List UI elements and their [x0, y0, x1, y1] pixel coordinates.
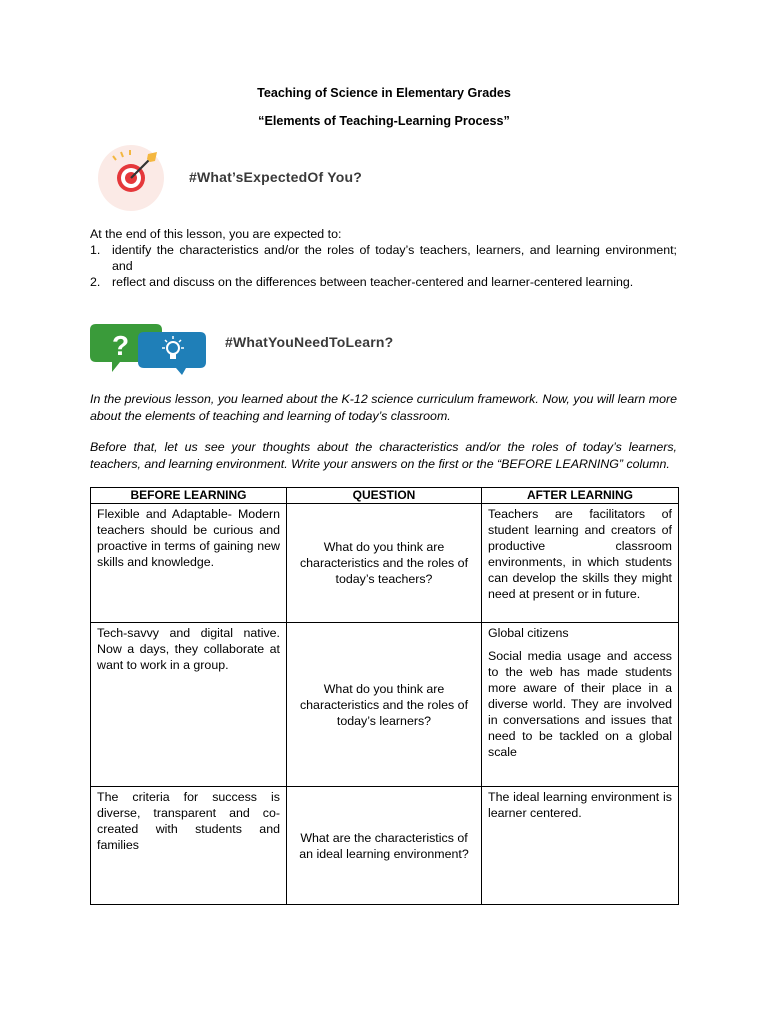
objectives-lead: At the end of this lesson, you are expected to:: [90, 227, 342, 241]
before-learning-cell[interactable]: Flexible and Adaptable- Modern teachers should be curious and proactive in terms of gaining new skills and knowledge.: [91, 504, 287, 623]
objectives-list: [90, 242, 677, 290]
document-title: Teaching of Science in Elementary Grades: [257, 86, 511, 100]
table-header-row: [91, 488, 679, 504]
header-question: QUESTION: [287, 488, 482, 504]
question-cell: What are the characteristics of an ideal learning environment?: [287, 787, 482, 905]
intro-paragraph: In the previous lesson, you learned about the K-12 science curriculum framework. Now, you will learn more about the elements of teaching and learning of today’s classroom.: [90, 392, 677, 423]
reflection-table: [90, 487, 679, 905]
section-learn-label: #WhatYouNeedToLearn?: [225, 334, 394, 350]
header-after-learning: AFTER LEARNING: [482, 488, 679, 504]
before-learning-cell[interactable]: Tech-savvy and digital native. Now a days, they collaborate at want to work in a group.: [91, 623, 287, 787]
target-icon: [91, 142, 173, 212]
document-subtitle: “Elements of Teaching-Learning Process”: [258, 114, 510, 128]
question-cell: What do you think are characteristics and the roles of today’s learners?: [287, 623, 482, 787]
after-learning-cell[interactable]: Global citizens Social media usage and access to the web has made students more aware of their place in a diverse world. They are involved in conversations and issues that need to be tackled on a global scale: [482, 623, 679, 787]
instructions-paragraph: Before that, let us see your thoughts about the characteristics and/or the roles of today’s learners, teachers, and learning environment. Write your answers on the first or the “BEFORE LEARNING” column.: [90, 440, 677, 471]
list-item: 2. reflect and discuss on the differences between teacher-centered and learner-centered learning.: [90, 275, 634, 289]
table-row: [91, 623, 679, 787]
after-learning-cell[interactable]: The ideal learning environment is learner centered.: [482, 787, 679, 905]
question-cell: What do you think are characteristics and the roles of today’s teachers?: [287, 504, 482, 623]
section-expected-label: #What’sExpectedOf You?: [189, 169, 362, 185]
table-row: [91, 787, 679, 905]
after-learning-cell[interactable]: Teachers are facilitators of student learning and creators of productive classroom environments, in which students can develop the skills they might need at present or in future.: [482, 504, 679, 623]
question-mark: ?: [112, 330, 130, 361]
objectives-block: [90, 226, 677, 290]
list-item: 1. identify the characteristics and/or the roles of today’s teachers, learners, and learning environment; and: [90, 243, 677, 273]
header-before-learning: BEFORE LEARNING: [91, 488, 287, 504]
before-learning-cell[interactable]: The criteria for success is diverse, transparent and co-created with students and families: [91, 787, 287, 905]
question-lightbulb-icon: [90, 322, 208, 376]
section-expected-banner: [91, 142, 362, 212]
section-learn-banner: [90, 322, 393, 376]
table-row: [91, 504, 679, 623]
